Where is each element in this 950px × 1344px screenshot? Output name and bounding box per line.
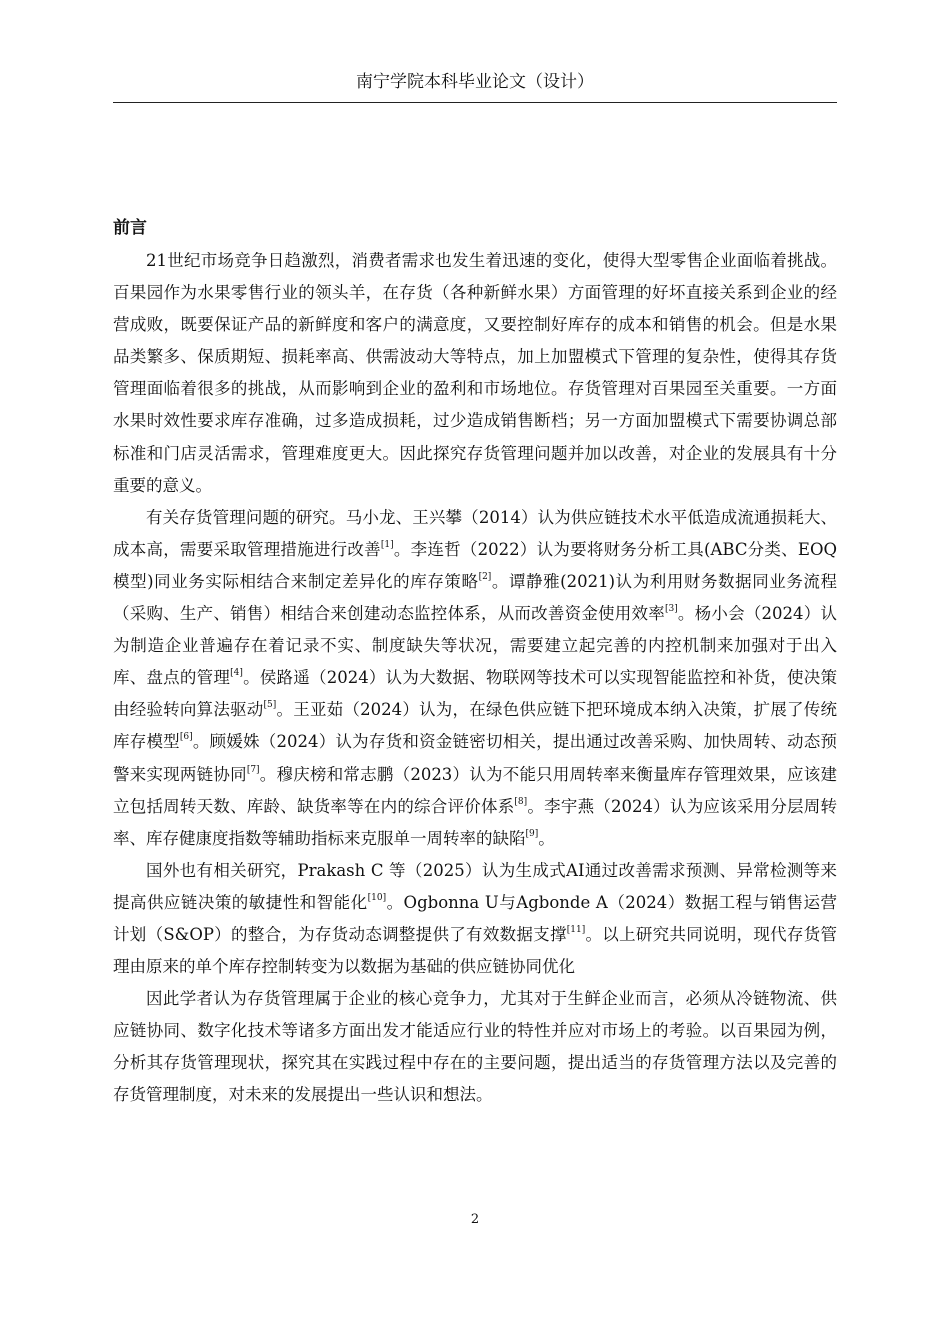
citation-marker: [5] bbox=[263, 700, 277, 711]
paragraph bbox=[113, 502, 837, 855]
page-number: 2 bbox=[470, 1212, 480, 1227]
paragraph-text: 。谭静雅(2021)认为利用财务数据同业务流程（采购、生产、销售）相结合来创建动态监控体系，从而改善资金使用效率 bbox=[113, 571, 838, 624]
paragraph-text: 。李宇燕（2024）认为应该采用分层周转率、库存健康度指数等辅助指标来克服单一周转率的缺陷 bbox=[113, 796, 837, 848]
paragraph-text: 。Ogbonna U与Agbonde A（2024）数据工程与销售运营计划（S&OP）的整合，为存货动态调整提供了有效数据支撑 bbox=[113, 892, 838, 944]
paragraph bbox=[113, 855, 837, 983]
paragraph-text: 。 bbox=[538, 828, 555, 848]
citation-marker: [1] bbox=[380, 539, 394, 550]
citation-marker: [9] bbox=[525, 828, 539, 839]
paragraph-text: 。杨小会（2024）认为制造企业普遍存在着记录不实、制度缺失等状况，需要建立起完善的内控机制来加强对于出入库、盘点的管理 bbox=[113, 604, 837, 688]
citation-marker: [7] bbox=[246, 764, 260, 775]
body-text bbox=[113, 245, 837, 1112]
paragraph-text: 。李连哲（2022）认为要将财务分析工具(ABC分类、EOQ模型)同业务实际相结合来制定差异化的库存策略 bbox=[113, 539, 838, 591]
citation-marker: [10] bbox=[367, 892, 387, 903]
paragraph-text: 有关存货管理问题的研究。马小龙、王兴攀（2014）认为供应链技术水平低造成流通损耗大、成本高，需要采取管理措施进行改善 bbox=[113, 507, 837, 559]
paragraph-text: 。以上研究共同说明，现代存货管理由原来的单个库存控制转变为以数据为基础的供应链协同优化 bbox=[113, 924, 838, 977]
paragraph bbox=[113, 983, 837, 1111]
paragraph-text: 。侯路遥（2024）认为大数据、物联网等技术可以实现智能监控和补货，使决策由经验转向算法驱动 bbox=[113, 668, 838, 720]
paragraph-text: 。王亚茹（2024）认为，在绿色供应链下把环境成本纳入决策，扩展了传统库存模型 bbox=[113, 700, 837, 752]
citation-marker: [8] bbox=[514, 796, 528, 807]
citation-marker: [4] bbox=[230, 668, 243, 679]
citation-marker: [6] bbox=[179, 732, 193, 743]
citation-marker: [2] bbox=[478, 571, 492, 582]
main-content bbox=[113, 211, 837, 1112]
citation-marker: [3] bbox=[664, 604, 678, 615]
running-header bbox=[113, 62, 837, 103]
paragraph-text: 21世纪市场竞争日趋激烈，消费者需求也发生着迅速的变化，使得大型零售企业面临着挑战。百果园作为水果零售行业的领头羊，在存货（各种新鲜水果）方面管理的好坏直接关系到企业的经营成败，既要保证产品的新鲜度和客户的满意度，又要控制好库存的成本和销售的机会。但是水果品类繁多、保质期短、损耗率高、供需波动大等特点，加上加盟模式下管理的复杂性，使得其存货管理面临着很多的挑战，从而影响到企业的盈利和市场地位。存货管理对百果园至关重要。一方面水果时效性要求库存准确，过多造成损耗，过少造成销售断档；另一方面加盟模式下需要协调总部标准和门店灵活需求，管理难度更大。因此探究存货管理问题并加以改善，对企业的发展具有十分重要的意义。 bbox=[113, 251, 837, 495]
citation-marker: [11] bbox=[566, 924, 586, 935]
paragraph bbox=[113, 245, 837, 502]
paragraph-text: 。顾媛姝（2024）认为存货和资金链密切相关，提出通过改善采购、加快周转、动态预警来实现两链协同 bbox=[113, 732, 837, 784]
paragraph-text: 。穆庆榜和常志鹏（2023）认为不能只用周转率来衡量库存管理效果，应该建立包括周转天数、库龄、缺货率等在内的综合评价体系 bbox=[113, 764, 837, 816]
header-title: 南宁学院本科毕业论文（设计） bbox=[356, 72, 594, 92]
paragraph-text: 因此学者认为存货管理属于企业的核心竞争力，尤其对于生鲜企业而言，必须从冷链物流、供应链协同、数字化技术等诸多方面出发才能适应行业的特性并应对市场上的考验。以百果园为例，分析其存货管理现状，探究其在实践过程中存在的主要问题，提出适当的存货管理方法以及完善的存货管理制度，对未来的发展提出一些认识和想法。 bbox=[113, 989, 837, 1105]
section-heading: 前言 bbox=[113, 218, 147, 238]
paragraph-text: 国外也有相关研究，Prakash C 等（2025）认为生成式AI通过改善需求预测、异常检测等来提高供应链决策的敏捷性和智能化 bbox=[113, 860, 837, 912]
